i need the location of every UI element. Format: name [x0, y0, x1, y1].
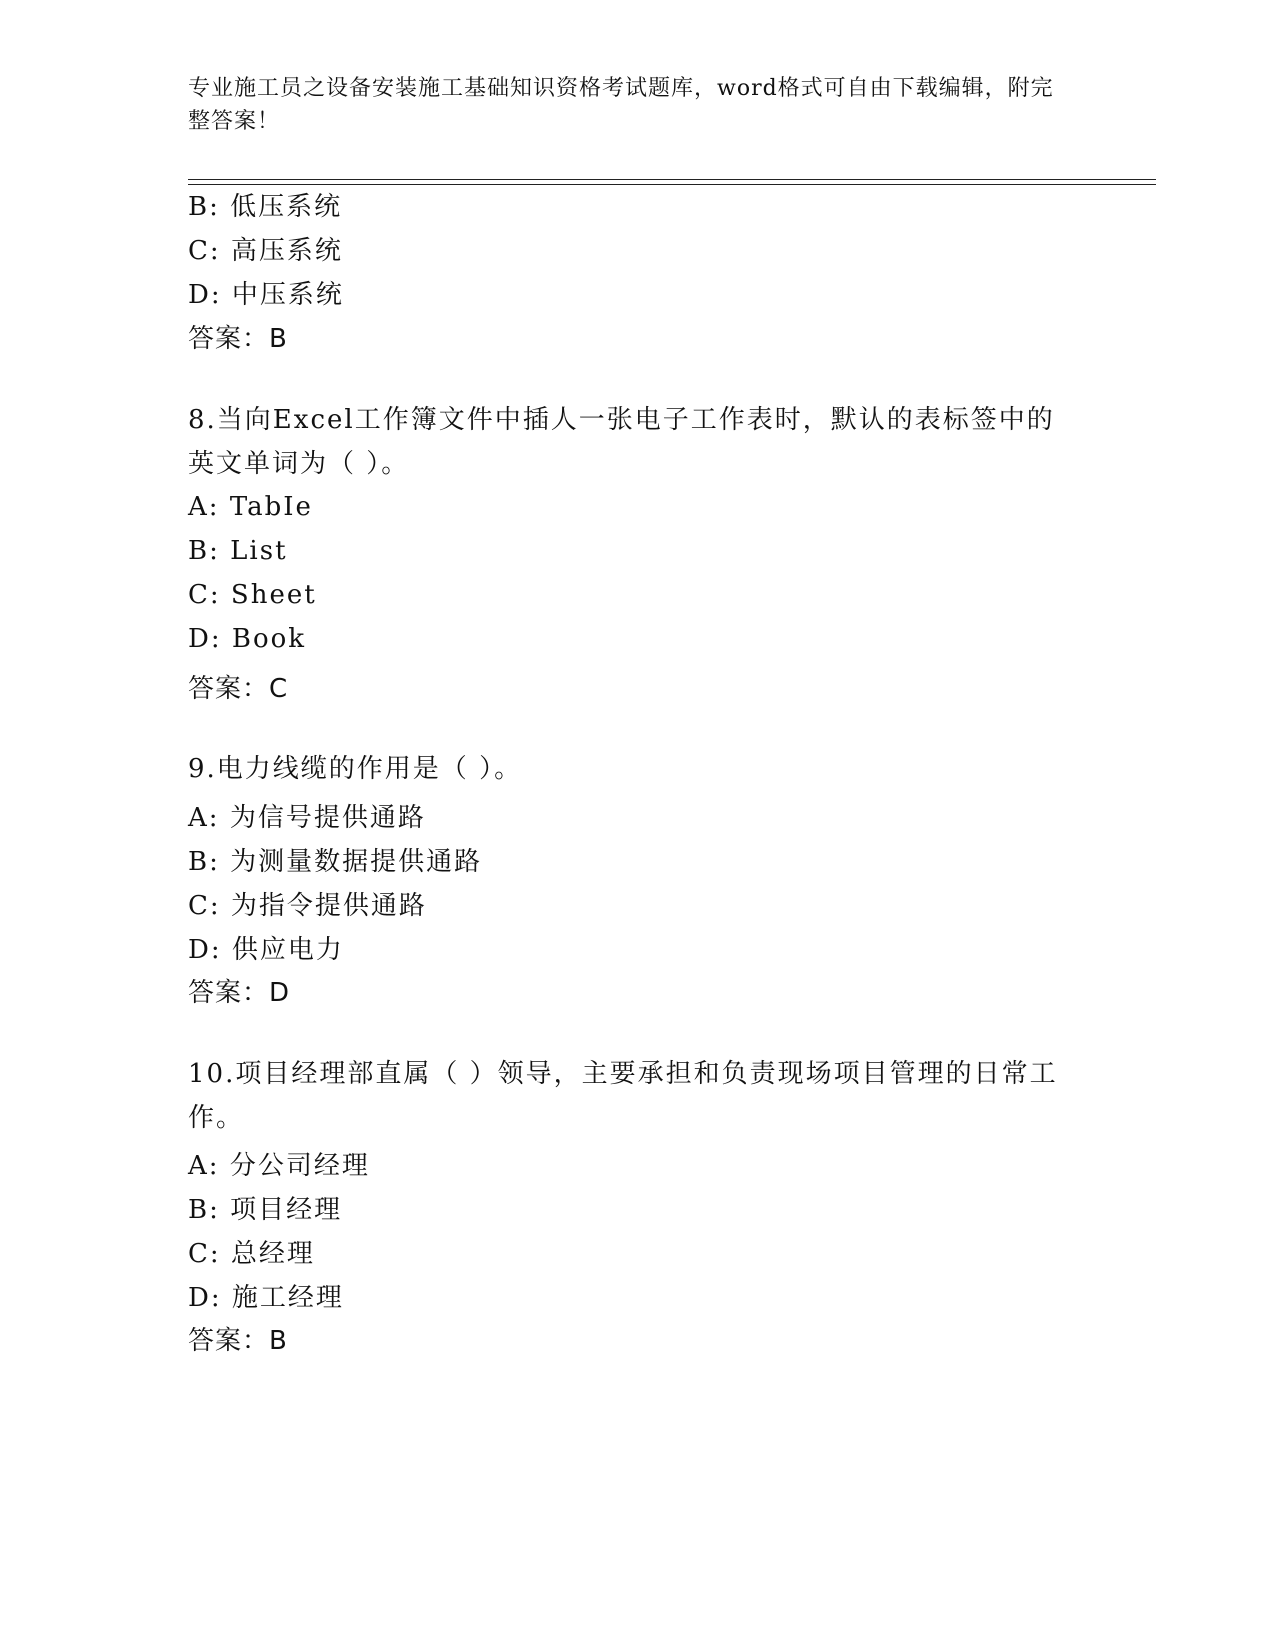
- option-letter: B:: [188, 1195, 220, 1225]
- option-line: [188, 1277, 344, 1314]
- option-text: 为信号提供通路: [229, 803, 426, 833]
- option-text: Book: [231, 624, 307, 654]
- answer-line: 答案：B: [188, 1326, 288, 1356]
- option-line: [188, 580, 317, 610]
- option-letter: D:: [188, 280, 222, 310]
- document-header: 专业施工员之设备安装施工基础知识资格考试题库，word格式可自由下载编辑，附完整答案！: [188, 76, 1054, 134]
- header-divider-bottom: [188, 184, 1156, 185]
- option-line: [188, 274, 344, 311]
- option-letter: C:: [188, 891, 221, 921]
- option-line: [188, 624, 306, 654]
- option-text: 低压系统: [230, 192, 343, 222]
- option-line: [188, 186, 342, 223]
- option-letter: A:: [188, 803, 220, 833]
- option-line: [188, 536, 288, 566]
- option-letter: B:: [188, 192, 220, 222]
- option-text: 为指令提供通路: [230, 891, 427, 921]
- option-line: [188, 797, 426, 834]
- option-letter: D:: [188, 624, 222, 654]
- option-letter: A:: [188, 1151, 220, 1181]
- option-letter: A:: [188, 492, 220, 522]
- option-line: [188, 1233, 315, 1270]
- option-line: [188, 841, 482, 878]
- option-letter: C:: [188, 236, 221, 266]
- header-divider-top: [188, 179, 1156, 180]
- option-text: 供应电力: [231, 935, 344, 965]
- option-text: 高压系统: [230, 236, 343, 266]
- question-text: 10.项目经理部直属（ ）领导，主要承担和负责现场项目管理的日常工作。: [188, 1059, 1058, 1133]
- option-line: [188, 885, 427, 922]
- option-line: [188, 1189, 342, 1226]
- option-letter: B:: [188, 847, 220, 877]
- option-text: 施工经理: [231, 1283, 344, 1313]
- question-text: 8.当向Excel工作簿文件中插人一张电子工作表时，默认的表标签中的英文单词为（ ）。: [188, 405, 1055, 479]
- option-letter: C:: [188, 1239, 221, 1269]
- answer-line: 答案：C: [188, 674, 289, 704]
- option-text: 分公司经理: [229, 1151, 370, 1181]
- option-text: List: [230, 536, 288, 566]
- option-text: 为测量数据提供通路: [230, 847, 483, 877]
- option-line: [188, 492, 313, 522]
- option-text: 项目经理: [230, 1195, 343, 1225]
- option-line: [188, 929, 344, 966]
- option-text: Sheet: [230, 580, 317, 610]
- answer-line: 答案：B: [188, 324, 288, 354]
- question-text: 9.电力线缆的作用是（ ）。: [188, 754, 523, 784]
- option-letter: D:: [188, 935, 222, 965]
- option-text: 中压系统: [231, 280, 344, 310]
- answer-line: 答案：D: [188, 978, 291, 1008]
- option-letter: D:: [188, 1283, 222, 1313]
- option-line: [188, 230, 343, 267]
- option-text: 总经理: [230, 1239, 315, 1269]
- option-letter: B:: [188, 536, 220, 566]
- option-letter: C:: [188, 580, 221, 610]
- option-text: TabIe: [229, 492, 313, 522]
- option-line: [188, 1145, 370, 1182]
